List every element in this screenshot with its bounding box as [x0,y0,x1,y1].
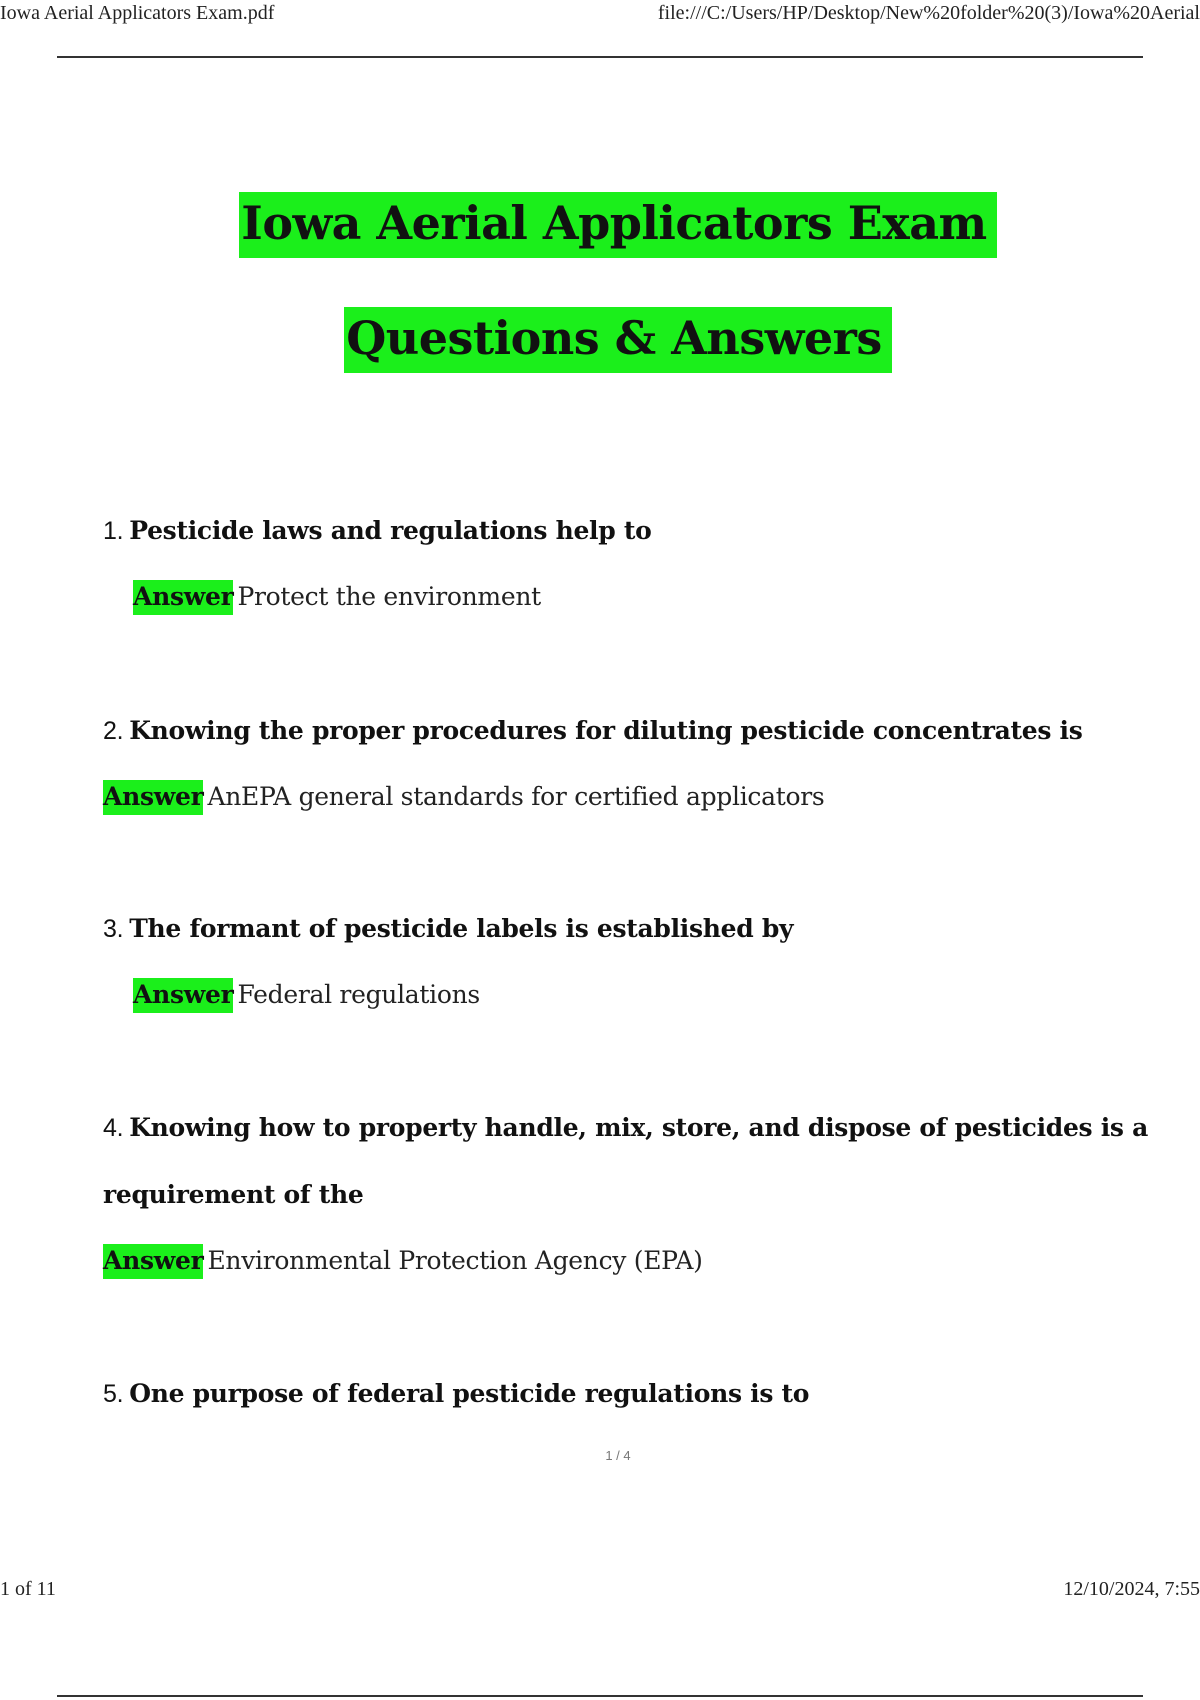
document-title-line-1: Iowa Aerial Applicators Exam [0,196,1200,250]
question-4: 4. Knowing how to property handle, mix, store, and dispose of pesticides is a [103,1113,1149,1142]
print-footer-page-count: 1 of 11 [0,1578,56,1600]
answer-3: Answer Federal regulations [133,980,480,1009]
print-footer-timestamp: 12/10/2024, 7:55 [1063,1578,1200,1600]
header-rule [57,56,1143,58]
answer-label: Answer [133,978,233,1013]
question-2: 2. Knowing the proper procedures for diluting pesticide concentrates is [103,716,1083,745]
answer-1: Answer Protect the environment [133,582,541,611]
question-4-continued: requirement of the [103,1180,364,1209]
print-header-title: Iowa Aerial Applicators Exam.pdf [0,2,275,24]
answer-4: Answer Environmental Protection Agency (EPA) [103,1246,703,1275]
document-title-line-2: Questions & Answers [0,311,1200,365]
footer-rule [57,1695,1143,1697]
question-1: 1. Pesticide laws and regulations help to [103,516,652,545]
answer-label: Answer [133,580,233,615]
page-indicator: 1 / 4 [605,1448,631,1463]
question-5: 5. One purpose of federal pesticide regulations is to [103,1379,810,1408]
answer-label: Answer [103,1244,203,1279]
print-header-path: file:///C:/Users/HP/Desktop/New%20folder%20(3)/Iowa%20Aerial [657,2,1200,24]
answer-2: Answer AnEPA general standards for certified applicators [103,782,824,811]
answer-label: Answer [103,780,203,815]
question-3: 3. The formant of pesticide labels is established by [103,914,794,943]
